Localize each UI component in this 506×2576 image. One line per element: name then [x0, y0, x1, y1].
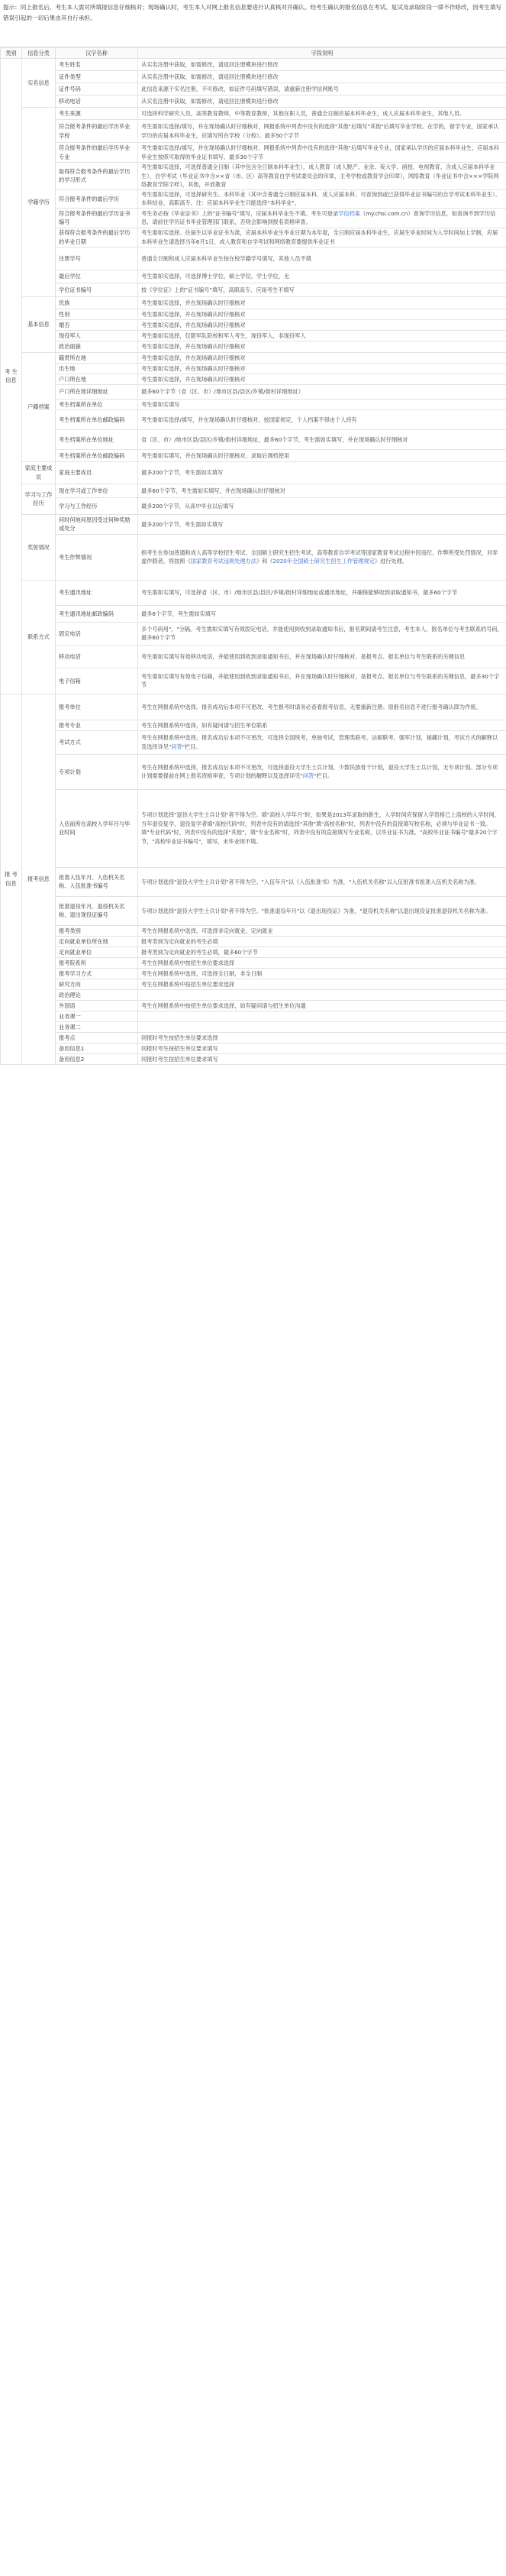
- desc-text: 考生在网报系统中选择，报名成功后本项不可更改，可选择全国统考，单独考试，管理类联考，法硕联考，强军计划，援藏计划，考试方式的解释以及选择详见": [141, 734, 498, 750]
- field-desc-cell: [138, 514, 506, 534]
- field-desc-cell: [138, 352, 506, 363]
- field-name-cell: 批准退役年月、退役机关名称、退出现役证编号: [56, 896, 138, 925]
- field-desc-cell: [138, 384, 506, 399]
- field-desc-cell: [138, 605, 506, 622]
- field-desc-cell: [138, 989, 506, 1000]
- field-desc-cell: [138, 979, 506, 989]
- field-name-cell: 符合报考条件的最后学历证书编号: [56, 208, 138, 228]
- table-row: [1, 363, 506, 374]
- field-desc-cell: [138, 1021, 506, 1032]
- field-desc-cell: [138, 789, 506, 867]
- info-class-cell: 基本信息: [22, 296, 56, 352]
- table-row: [1, 484, 506, 497]
- field-desc-cell: [138, 1011, 506, 1021]
- header-info-class: 信息分类: [22, 48, 56, 59]
- field-name-cell: 考生通讯地址邮政编码: [56, 605, 138, 622]
- table-row: [1, 429, 506, 449]
- table-row: [1, 163, 506, 190]
- desc-text: 考生需如实填写有效电子信箱，并能使用到收到录取通知书后，并在现场确认时仔细核对，是报考点、报名单位与考生联系的关键信息，最多30个字节: [141, 672, 500, 689]
- desc-text: 考生需如实填写，可选择省（区、市）/地市区县/县区/乡镇/街村详细地址或通讯地址，并确保能够收到录取通知书，最多60个字节: [141, 589, 458, 597]
- field-name-cell: 户口所在地: [56, 374, 138, 384]
- table-header-row: [1, 48, 506, 59]
- table-row: [1, 228, 506, 247]
- desc-text: 专项计划选择"退役大学生士兵计划"者不得为空。填"高校入学年月"时，如果是2013年录取的新生，入学时间应保留入学资格已上高校的入学时间，当年退役复学，退役复学者填"高校代码"时，列表中没有的请选择"其他"填"高校名称"时，列表中没有的直接填写校名称，必须与毕业证书一致。填"专业代码"时，列表中没有的选择"其他"，填"专业名称"时，列表中没有的直接填写专业名称，以毕业证书为准。"高校毕业证书编号"最多20个字节，"高校毕业证书编号"，填写，未毕业则不填。: [141, 811, 500, 846]
- field-desc-cell: [138, 896, 506, 925]
- desc-link[interactable]: 问答: [171, 743, 182, 750]
- desc-text: 此信息来源于实名注册，不可修改，如证件号码填写错误，请重新注册学信网账号: [141, 85, 339, 92]
- field-name-cell: 户口所在地详细地址: [56, 384, 138, 399]
- field-desc-cell: [138, 296, 506, 309]
- field-name-cell: 取得符合报考条件的最后学历的学习形式: [56, 163, 138, 190]
- desc-text: 考生在网报系统中按招生单位要求选择，如有疑问请与招生单位沟通: [141, 1002, 306, 1009]
- table-row: [1, 374, 506, 384]
- field-name-cell: 定向就业单位所在地: [56, 936, 138, 947]
- table-row: [1, 534, 506, 580]
- header-category: 类别: [1, 48, 22, 59]
- desc-text: 考生在网报系统中选择，可选择非定向就业，定向就业: [141, 927, 273, 934]
- table-row: [1, 143, 506, 163]
- table-row: [1, 514, 506, 534]
- field-desc-cell: [138, 484, 506, 497]
- field-desc-cell: [138, 163, 506, 190]
- desc-text: "栏目。: [182, 743, 201, 750]
- table-row: [1, 283, 506, 296]
- field-name-cell: 专项计划: [56, 754, 138, 789]
- desc-link[interactable]: 问答: [302, 772, 314, 780]
- field-desc-cell: [138, 1032, 506, 1043]
- table-row: [1, 989, 506, 1000]
- field-desc-cell: [138, 374, 506, 384]
- desc-text: 省（区、市）/地市区县/县区/乡镇/街村详细地址，最多60个字节，考生需如实填写，并在现场确认时仔细核对: [141, 435, 408, 443]
- table-row: [1, 247, 506, 270]
- field-name-cell: 考生作弊情况: [56, 534, 138, 580]
- table-row: [1, 925, 506, 936]
- desc-text: 考生需如实选择，并在现场确认时仔细核对: [141, 364, 246, 372]
- desc-text: 报考类别为定向就业的考生必填，最多60个字节: [141, 948, 258, 956]
- table-row: [1, 720, 506, 730]
- table-row: [1, 270, 506, 283]
- header-field-name: 汉字名称: [56, 48, 138, 59]
- field-desc-cell: [138, 1043, 506, 1053]
- table-row: [1, 319, 506, 330]
- table-row: [1, 622, 506, 645]
- desc-text: 》和《: [256, 558, 273, 565]
- desc-text: 考生需如实填写有效移动电话，并能使用到收到录取通知书后，并在现场确认时仔细核对，是报考点、报名单位与考生联系的关键信息: [141, 652, 466, 660]
- table-row: [1, 83, 506, 95]
- table-row: [1, 384, 506, 399]
- field-name-cell: 报考单位: [56, 694, 138, 720]
- desc-text: 多个号码用"，"分隔。考生需如实填写有效固定电话，并能使用到收到录取通知书后，报名期间请考生注意，考生本人、报名单位与考生联系的号码，最多60个字节: [141, 625, 503, 642]
- field-desc-cell: [138, 957, 506, 968]
- field-desc-cell: [138, 720, 506, 730]
- table-row: [1, 1043, 506, 1053]
- field-desc-cell: [138, 730, 506, 754]
- table-row: [1, 694, 506, 720]
- desc-link[interactable]: 国家教育考试违规处理办法: [190, 558, 256, 565]
- info-class-cell: 联系方式: [22, 580, 56, 694]
- desc-text: 同报时考生按招生单位要求选择: [141, 1034, 218, 1041]
- field-desc-cell: [138, 108, 506, 120]
- field-name-cell: 移动电话: [56, 645, 138, 668]
- category-cell: 考 生 信息: [1, 59, 22, 694]
- table-row: [1, 968, 506, 979]
- field-desc-cell: [138, 59, 506, 71]
- table-row: [1, 605, 506, 622]
- field-desc-cell: [138, 228, 506, 247]
- field-name-cell: 备用信息2: [56, 1053, 138, 1064]
- table-row: [1, 896, 506, 925]
- field-name-cell: 符合报考条件的最后学历毕业专业: [56, 143, 138, 163]
- desc-text: 考生需如实选择，可选择博士学位，硕士学位，学士学位，无: [141, 273, 290, 280]
- field-name-cell: 出生地: [56, 363, 138, 374]
- desc-text: 考生需如实选择，并在现场确认时仔细核对: [141, 299, 246, 306]
- field-name-cell: 证件类型: [56, 71, 138, 83]
- field-desc-cell: [138, 208, 506, 228]
- table-row: [1, 1021, 506, 1032]
- category-cell: 报 考 信息: [1, 694, 22, 1064]
- field-desc-cell: [138, 363, 506, 374]
- field-name-cell: 性别: [56, 309, 138, 319]
- desc-text: 从实名注册中获取，如需修改，请返回注册模块进行修改: [141, 97, 279, 105]
- table-row: [1, 754, 506, 789]
- table-row: [1, 95, 506, 108]
- info-class-cell: 户籍档案: [22, 352, 56, 461]
- field-desc-cell: [138, 645, 506, 668]
- field-name-cell: 备用信息1: [56, 1043, 138, 1053]
- field-desc-cell: [138, 947, 506, 957]
- field-name-cell: 考生姓名: [56, 59, 138, 71]
- table-row: [1, 668, 506, 694]
- field-desc-cell: [138, 341, 506, 352]
- field-name-cell: 外国语: [56, 1000, 138, 1011]
- field-name-cell: 现役军人: [56, 330, 138, 341]
- info-class-cell: 家庭主要成员: [22, 461, 56, 484]
- field-name-cell: 业务课一: [56, 1011, 138, 1021]
- desc-text: 考生务必按《毕业证书》上的"证书编号"填写，应届本科毕业生不填。考生可登录: [141, 209, 339, 217]
- table-row: [1, 296, 506, 309]
- desc-text: 最多60个字节（省（区、市）/地市区县/县区/乡镇/街村详细地址）: [141, 388, 304, 396]
- field-desc-cell: [138, 283, 506, 296]
- field-name-cell: 考生档案所在单位: [56, 399, 138, 409]
- desc-text: 同报时考生按招生单位要求填写: [141, 1044, 218, 1052]
- desc-text: 指考生在参加普通和成人高等学校招生考试、全国硕士研究生招生考试、高等教育自学考试等国家教育考试过程中因违纪、作弊所受处罚情况，对弄虚作假者，将按照《: [141, 549, 498, 565]
- field-desc-cell: [138, 409, 506, 429]
- field-desc-cell: [138, 120, 506, 143]
- table-row: [1, 108, 506, 120]
- desc-text: "栏目。: [314, 772, 334, 780]
- desc-text: 按《学位证》上的"证书编号"填写，高职高专、应届考生不填写: [141, 286, 295, 293]
- field-desc-cell: [138, 461, 506, 484]
- field-name-cell: 最后学位: [56, 270, 138, 283]
- desc-text: 考生需如实填写，并在现场确认时仔细核对，录取后调档使用: [141, 451, 290, 459]
- field-name-cell: 研究方向: [56, 979, 138, 989]
- table-row: [1, 580, 506, 605]
- field-name-cell: 政治面貌: [56, 341, 138, 352]
- table-row: [1, 330, 506, 341]
- field-table: [0, 47, 506, 1065]
- field-desc-cell: [138, 189, 506, 208]
- field-name-cell: 符合报考条件的最后学历毕业学校: [56, 120, 138, 143]
- desc-text: 考生需如实选择，并在现场确认时仔细核对: [141, 375, 246, 383]
- table-row: [1, 497, 506, 514]
- table-row: [1, 409, 506, 429]
- field-name-cell: 考生档案所在单位地址: [56, 429, 138, 449]
- field-desc-cell: [138, 143, 506, 163]
- table-row: [1, 461, 506, 484]
- table-row: [1, 979, 506, 989]
- field-desc-cell: [138, 622, 506, 645]
- desc-text: 考生需如实选择，并在现场确认时仔细核对: [141, 310, 246, 318]
- desc-text: 最多60个字节，考生需如实填写，并在现场确认时仔细核对: [141, 487, 285, 494]
- field-name-cell: 符合报考条件的最后学历: [56, 189, 138, 208]
- desc-text: 考生需如实选择，仅限军队院校和军人考生，现役军人，非现役军人: [141, 332, 306, 339]
- field-name-cell: 何时何地何原因受过何种奖励或处分: [56, 514, 138, 534]
- table-body: [1, 59, 506, 1065]
- desc-link[interactable]: 学信档案: [338, 209, 360, 217]
- field-name-cell: 学习与工作经历: [56, 497, 138, 514]
- table-row: [1, 1011, 506, 1021]
- table-row: [1, 71, 506, 83]
- desc-text: 考生需如实选择，并在现场确认时仔细核对: [141, 354, 246, 361]
- table-row: [1, 789, 506, 867]
- field-name-cell: 考生来源: [56, 108, 138, 120]
- desc-text: 考生需如实选择，并在现场确认时仔细核对: [141, 343, 246, 351]
- desc-text: 专项计划选择"退役大学生士兵计划"者不得为空。"入伍年月"以《入伍批准书》为准，"入伍机关名称"以入伍批准书批准入伍机关名称为准。: [141, 878, 480, 885]
- tip-text: 提示：同上报名后，考生本人需对所填报信息仔细核对；现场确认时，考生本人对网上报名信息要进行认真核对并确认。经考生确认的报名信息在考试、复试及录取阶段一律不作修改，因考生填写错误引起的一切后果由其自行承担。: [0, 0, 506, 47]
- field-name-cell: 电子信箱: [56, 668, 138, 694]
- table-row: [1, 120, 506, 143]
- field-name-cell: 业务课二: [56, 1021, 138, 1032]
- field-name-cell: 政治理论: [56, 989, 138, 1000]
- table-row: [1, 399, 506, 409]
- desc-text: 可选择科学研究人员，高等教育教师，中等教育教师，其他在职人员，普通全日制应届本科毕业生，成人应届本科毕业生，其他人员。: [141, 109, 466, 117]
- table-row: [1, 947, 506, 957]
- info-class-cell: 实名信息: [22, 59, 56, 108]
- field-desc-cell: [138, 668, 506, 694]
- header-field-desc: 字段说明: [138, 48, 506, 59]
- field-desc-cell: [138, 968, 506, 979]
- field-desc-cell: [138, 399, 506, 409]
- desc-text: 考生在网报系统中选择，报名成功后本项不可更改，考生报考时请务必查看报考信息，无需重新注册。原报名信息不进行报考确认即为作废。: [141, 703, 482, 710]
- desc-text: 考生需如实填写: [141, 400, 180, 408]
- desc-text: 最多200个字节，考生需如实填写: [141, 469, 224, 477]
- info-class-cell: 学籍学历: [22, 108, 56, 297]
- field-name-cell: 报考专业: [56, 720, 138, 730]
- field-name-cell: 学位证书编号: [56, 283, 138, 296]
- field-desc-cell: [138, 694, 506, 720]
- desc-text: 考生在网报系统中选择，报名成功后本项不可更改，可选择退役大学生士兵计划，少数民族骨干计划，退役大学生士兵计划，无专项计划。部分专项计划需要提前在网上报名资格审查，专项计划的解释以及选择详见": [141, 763, 498, 780]
- field-name-cell: 报考院系所: [56, 957, 138, 968]
- desc-text: 考生在网报系统中选择，可选择全日制，非全日制: [141, 969, 263, 977]
- desc-text: 考生需如实选择/填写，并在现场确认时仔细核对，网报系统中列表中没有的选择"其他"后填写"其他"后填写毕业学校。在学的，留学专业，国家承认学历的应届本科毕业生，应填写所在学校（分校）。最多50个字节: [141, 122, 499, 139]
- info-class-cell: 报考信息: [22, 694, 56, 1064]
- table-row: [1, 936, 506, 947]
- field-name-cell: 婚否: [56, 319, 138, 330]
- field-name-cell: 入伍前所在高校入学年月与毕业时间: [56, 789, 138, 867]
- desc-link[interactable]: 2020年全国硕士研究生招生工作管理规定: [272, 558, 375, 565]
- field-name-cell: 籍贯所在地: [56, 352, 138, 363]
- desc-text: 考生在网报系统中按招生单位要求选择: [141, 959, 235, 966]
- table-row: [1, 867, 506, 896]
- field-desc-cell: [138, 309, 506, 319]
- field-desc-cell: [138, 580, 506, 605]
- field-desc-cell: [138, 1000, 506, 1011]
- desc-text: 普通全日制和成人应届本科毕业生按在校学籍学号填写，其他人员不填: [141, 254, 311, 262]
- table-row: [1, 1000, 506, 1011]
- field-name-cell: 获得符合报考条件的最后学历的毕业日期: [56, 228, 138, 247]
- desc-text: 》进行处理。: [374, 558, 408, 565]
- desc-text: 考生需如实选择。往届生以毕业证书为准，应届本科毕业生毕业日期为本年度，全日制应届本科毕业生，应届生毕业时间为入学时间加上学制，应届本科毕业生请选择当年6月1日，成人教育和自学考试和网络教育要提供毕业证书: [141, 229, 498, 245]
- table-row: [1, 1053, 506, 1064]
- field-name-cell: 民族: [56, 296, 138, 309]
- field-desc-cell: [138, 270, 506, 283]
- field-desc-cell: [138, 449, 506, 461]
- info-class-cell: 学习与工作经历: [22, 484, 56, 514]
- field-name-cell: 报考学习方式: [56, 968, 138, 979]
- field-desc-cell: [138, 867, 506, 896]
- field-name-cell: 考试方式: [56, 730, 138, 754]
- table-row: [1, 341, 506, 352]
- field-desc-cell: [138, 1053, 506, 1064]
- table-row: [1, 59, 506, 71]
- desc-text: 考生在网报系统中选择，如有疑问请与招生单位联系: [141, 721, 268, 729]
- field-desc-cell: [138, 925, 506, 936]
- field-desc-cell: [138, 497, 506, 514]
- field-name-cell: 定向就业单位: [56, 947, 138, 957]
- table-row: [1, 352, 506, 363]
- desc-text: 考生在网报系统中按招生单位要求选择: [141, 980, 235, 988]
- field-desc-cell: [138, 319, 506, 330]
- table-row: [1, 645, 506, 668]
- table-row: [1, 449, 506, 461]
- field-name-cell: 考生通讯地址: [56, 580, 138, 605]
- desc-text: 考生需如实选择，并在现场确认时仔细核对: [141, 321, 246, 328]
- desc-text: 最多200个字节，考生需如实填写: [141, 520, 224, 528]
- field-desc-cell: [138, 83, 506, 95]
- field-name-cell: 批准入伍年月、入伍机关名称、入伍批准书编号: [56, 867, 138, 896]
- field-name-cell: 家庭主要成员: [56, 461, 138, 484]
- field-desc-cell: [138, 247, 506, 270]
- desc-text: 报考类别为定向就业的考生必填: [141, 937, 218, 945]
- field-name-cell: 移动电话: [56, 95, 138, 108]
- desc-text: 从实名注册中获取，如需修改，请返回注册模块进行修改: [141, 73, 279, 80]
- table-row: [1, 309, 506, 319]
- table-row: [1, 1032, 506, 1043]
- field-desc-cell: [138, 936, 506, 947]
- table-row: [1, 208, 506, 228]
- field-name-cell: 证件号码: [56, 83, 138, 95]
- desc-text: 考生需如实选择/填写，并在现场确认时仔细核对，按国家规定，个人档案不得由个人持有: [141, 416, 357, 423]
- desc-text: 考生需如实选择，可选择研究生、本科毕业（其中含普通全日制应届本科、成人应届本科、可查询到或已获得毕业证书编号的自学考试本科毕业生）、本科结业、高职高专。注：应届本科毕业生只能选择"本科毕业"。: [141, 190, 501, 207]
- field-name-cell: 固定电话: [56, 622, 138, 645]
- desc-text: 最多6个字节，考生需如实填写: [141, 610, 217, 617]
- field-desc-cell: [138, 330, 506, 341]
- desc-text: 考生需如实选择/填写，并在现场确认时仔细核对，网报系统中列表中没有的选择"其他"后填写毕业专业，国家承认学历的应届本科毕业生，应届本科毕业生按照可取得的毕业证书填写，最多30个字节: [141, 144, 500, 160]
- field-name-cell: 考生档案所在单位邮政编码: [56, 449, 138, 461]
- table-row: [1, 189, 506, 208]
- desc-text: 从实名注册中获取，如需修改，请返回注册模块进行修改: [141, 60, 279, 68]
- field-name-cell: 注册学号: [56, 247, 138, 270]
- desc-text: 专项计划选择"退役大学生士兵计划"者不得为空。"批准退役年月"以《退出现役证》为准，"退役机关名称"以退出现役证批准退役机关名称为准。: [141, 907, 491, 914]
- desc-text: 同报时考生按招生单位要求填写: [141, 1055, 218, 1063]
- table-row: [1, 730, 506, 754]
- field-name-cell: 考生档案所在单位邮政编码: [56, 409, 138, 429]
- field-desc-cell: [138, 754, 506, 789]
- field-name-cell: 报考点: [56, 1032, 138, 1043]
- field-name-cell: 报考类别: [56, 925, 138, 936]
- desc-text: 考生需如实选择，可选择普通全日制（其中包含全日制本科毕业生），成人教育（成人脱产、业余、夜大学、函授、电视教育、含成人应届本科毕业生），自学考试（毕业证书中含××省（市、区）高等教育自学考试委员会的印章，主考学校或教育学会印章），网络教育（毕业证书中含×××学院网络教育学院字样），其他，开放教育: [141, 163, 499, 189]
- field-desc-cell: [138, 71, 506, 83]
- table-row: [1, 957, 506, 968]
- info-class-cell: 奖惩情况: [22, 514, 56, 580]
- field-desc-cell: [138, 95, 506, 108]
- field-desc-cell: [138, 534, 506, 580]
- field-name-cell: 现在学习或工作单位: [56, 484, 138, 497]
- desc-text: 最多200个字节，从高中毕业以后填写: [141, 502, 234, 510]
- field-desc-cell: [138, 429, 506, 449]
- desc-text: （my.chsi.com.cn）查询学历信息，如查询不到学历信息，请前往学历证书毕业管理部门联系，否则会影响到报名资格审查。: [141, 209, 496, 226]
